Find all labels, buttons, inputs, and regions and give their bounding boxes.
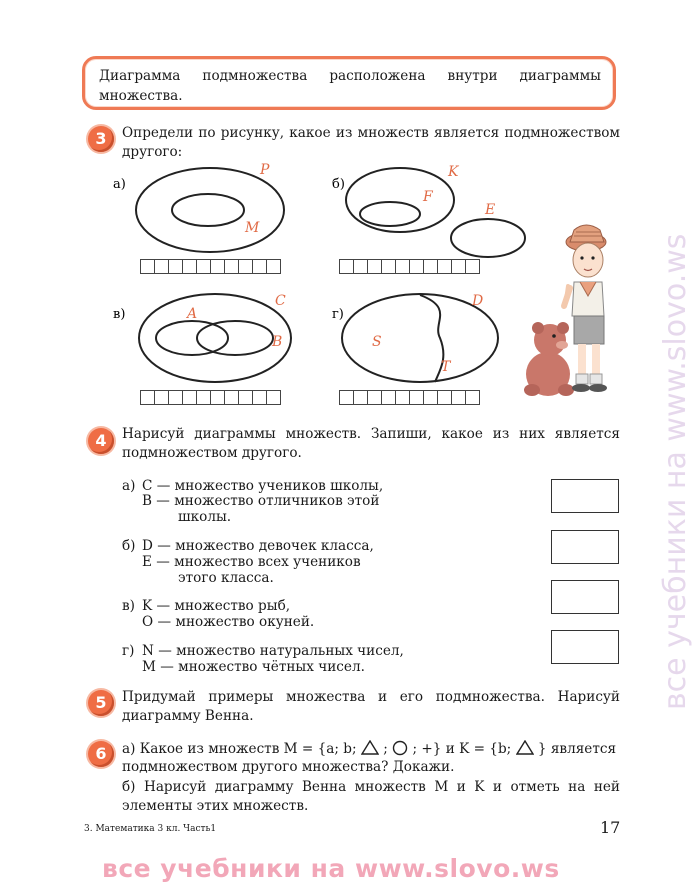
task-4-item-a-line2: B — множество отличников этой xyxy=(142,493,380,509)
set-f-ellipse xyxy=(360,202,420,226)
answer-strip-g[interactable] xyxy=(340,390,480,405)
task-4-item-a-label: а) xyxy=(122,478,136,494)
set-label-e: E xyxy=(485,202,496,218)
answer-strip-a[interactable] xyxy=(141,259,281,274)
answer-strip-b[interactable] xyxy=(340,259,480,274)
set-a-ellipse xyxy=(156,321,228,355)
teddy-bear-icon xyxy=(524,322,574,396)
task-4-item-g-line1: N — множество натуральных чисел, xyxy=(142,643,404,659)
set-b-ellipse xyxy=(197,321,273,355)
task-6-part-a xyxy=(122,740,622,759)
task-6-part-a-2: ; xyxy=(383,741,388,757)
watermark-side: все учебники на www.slovo.ws xyxy=(658,233,693,710)
set-k-ellipse xyxy=(346,168,454,232)
callout-text: Диаграмма подмножества расположена внутри диаграммы множества. xyxy=(99,68,601,104)
task-3-label-v: в) xyxy=(113,307,126,322)
answer-box-v[interactable] xyxy=(551,580,619,614)
set-s-t-divider xyxy=(420,295,443,382)
task-6-part-a-4: } является xyxy=(537,741,617,757)
answer-box-a[interactable] xyxy=(551,479,619,513)
task-4-item-a-line1: C — множество учеников школы, xyxy=(142,478,384,494)
set-label-b: B xyxy=(272,334,283,350)
circle-icon xyxy=(392,740,408,756)
answer-box-g[interactable] xyxy=(551,630,619,664)
set-label-c: C xyxy=(275,293,286,309)
task-4-item-b-line2: E — множество всех учеников xyxy=(142,554,361,570)
task-3-number: 3 xyxy=(88,126,114,152)
set-label-s: S xyxy=(372,334,382,350)
task-6-part-b: б) Нарисуй диаграмму Венна множеств M и K и отметь на ней элементы этих множеств. xyxy=(122,779,620,814)
answer-box-b[interactable] xyxy=(551,530,619,564)
boy-icon xyxy=(564,225,607,392)
task-4-number: 4 xyxy=(88,428,114,454)
task-4-item-b-line3: этого класса. xyxy=(178,570,274,586)
set-label-f: F xyxy=(423,189,433,205)
task-6-part-a-1: а) Какое из множеств M = {a; b; xyxy=(122,741,357,757)
answer-strip-v[interactable] xyxy=(141,390,281,405)
task-3-diagrams xyxy=(110,158,550,418)
task-4-item-v-line1: K — множество рыб, xyxy=(142,598,291,614)
task-4-item-a-line3: школы. xyxy=(178,509,232,525)
boy-with-bear-illustration xyxy=(518,212,608,398)
set-label-t: T xyxy=(441,359,451,375)
task-4-text: Нарисуй диаграммы множеств. Запиши, какое из них является подмножеством другого. xyxy=(122,426,620,461)
set-label-a: A xyxy=(187,306,198,322)
task-3-text: Определи по рисунку, какое из множеств является подмножеством другого: xyxy=(122,125,620,160)
triangle-icon-2 xyxy=(516,740,534,755)
task-4-item-g-label: г) xyxy=(122,643,135,659)
task-5-text: Придумай примеры множества и его подмножества. Нарисуй диаграмму Венна. xyxy=(122,689,620,724)
set-e-ellipse xyxy=(451,219,525,257)
task-4-item-b-label: б) xyxy=(122,538,136,554)
task-5-number: 5 xyxy=(88,690,114,716)
set-p-ellipse xyxy=(136,168,284,252)
task-6-number: 6 xyxy=(88,741,114,767)
watermark-bottom: все учебники на www.slovo.ws xyxy=(102,854,560,883)
task-3-label-b: б) xyxy=(332,177,345,192)
task-4-item-g-line2: M — множество чётных чисел. xyxy=(142,659,365,675)
task-4-item-b-line1: D — множество девочек класса, xyxy=(142,538,374,554)
definition-callout xyxy=(82,56,616,110)
set-label-k: K xyxy=(448,164,459,180)
task-6-part-a-line2: подмножеством другого множества? Докажи. xyxy=(122,759,455,775)
triangle-icon xyxy=(361,740,379,755)
set-label-p: P xyxy=(260,162,270,178)
set-label-d: D xyxy=(472,293,484,309)
task-6-part-a-3: ; +} и K = {b; xyxy=(412,741,512,757)
set-label-m: M xyxy=(245,220,260,236)
task-4-item-v-label: в) xyxy=(122,598,135,614)
task-3-label-a: а) xyxy=(113,177,126,192)
set-c-ellipse xyxy=(139,294,291,382)
task-3-label-g: г) xyxy=(332,307,344,322)
task-4-item-v-line2: O — множество окуней. xyxy=(142,614,315,630)
page-number: 17 xyxy=(600,818,621,837)
set-m-ellipse xyxy=(172,194,244,226)
footer-book-info: 3. Математика 3 кл. Часть1 xyxy=(84,824,217,834)
